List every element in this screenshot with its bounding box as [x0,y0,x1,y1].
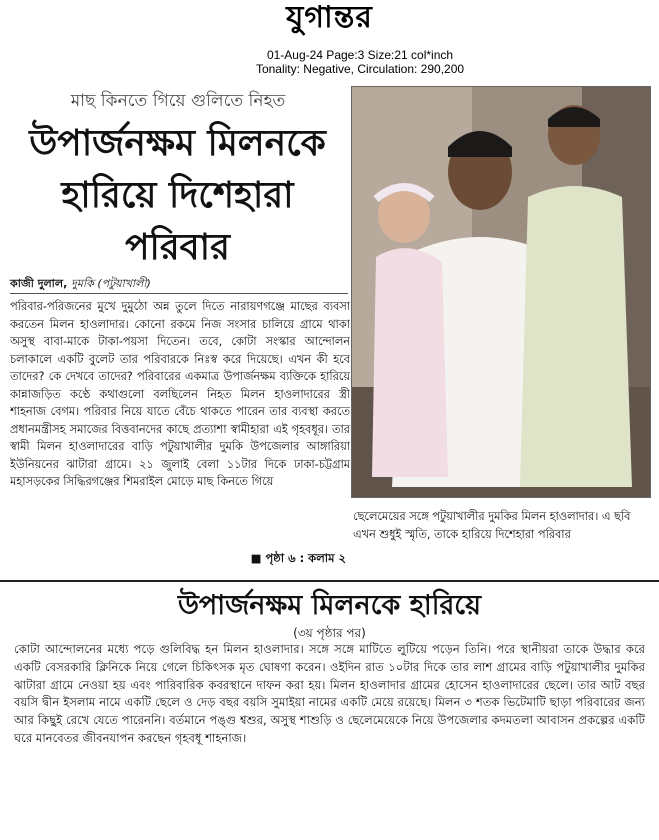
photo-illustration [352,87,650,497]
headline-line-1: উপার্জনক্ষম মিলনকে [29,123,326,164]
byline-name: কাজী দুলাল, [10,277,68,290]
continuation-body: কোটা আন্দোলনের মধ্যে পড়ে গুলিবিদ্ধ হন মিলন হাওলাদার। সঙ্গে সঙ্গে মাটিতে লুটিয়ে পড়েন তিনি। পরে স্থানীয়রা তাকে উদ্ধার করে একটি বেসরকারি ক্লিনিকে নিয়ে গেলে চিকিৎসক মৃত ঘোষণা করেন। ওইদিন রাত ১০টার দিকে তার লাশ গ্রামের বাড়ি পটুয়াখালীর দুমকির ঝাটারা গ্রামে নেওয়া হয় এবং পারিবারিক কবরস্থানে দাফন করা হয়। মিলন হাওলাদার গ্রামের হোসেন হাওলাদারের ছেলে। তার আট বছর বয়সি দ্বীন ইসলাম নামে একটি ছেলে ও দেড় বছর বয়সি সুমাইয়া নামের একটি মেয়ে রয়েছে। মিলন ৩ শতক ভিটেমাটি ছাড়া পরিবারের জন্য আর কিছুই রেখে যেতে পারেননি। বর্তমানে পঙ্গু শ্বশুর, অসুস্থ শাশুড়ি ও ছেলেমেয়েকে নিয়ে উপজেলার কদমতলা আবাসন প্রকল্পের একটি ঘরে মানবেতর জীবনযাপন করছেন গৃহবধূ শাহনাজ। [14,642,645,745]
headline-line-2: হারিয়ে দিশেহারা [61,175,294,216]
continuation-title: উপার্জনক্ষম মিলনকে হারিয়ে [177,590,482,621]
article-photo [351,86,651,498]
section-divider [0,580,659,582]
continue-marker: ■ পৃষ্ঠা ৬ : কলাম ২ [196,550,346,567]
byline-place: দুমকি (পটুয়াখালী) [71,277,151,290]
article-headline [10,118,345,274]
newspaper-logo: যুগান্তর [286,0,373,35]
clipping-meta [230,48,490,76]
photo-caption: ছেলেমেয়ের সঙ্গে পটুয়াখালীর দুমকির মিলন হাওলাদার। এ ছবি এখন শুধুই স্মৃতি, তাকে হারিয়ে দিশেহারা পরিবার [353,510,631,541]
clipping-tonality: Tonality: Negative, Circulation: 290,200 [255,62,465,76]
continuation-subtitle: (৩য় পৃষ্ঠার পর) [293,626,366,640]
headline-line-3: পরিবার [125,227,230,268]
article-kicker: মাছ কিনতে গিয়ে গুলিতে নিহত [70,91,286,111]
byline [10,276,350,292]
byline-rule [10,293,348,294]
article-body: পরিবার-পরিজনের মুখে দুমুঠো অন্ন তুলে দিতে নারায়ণগঞ্জে মাছের ব্যবসা করতেন মিলন হাওলাদার। কোনো রকমে নিজ সংসার চালিয়ে গ্রামে থাকা অসুস্থ বাবা-মাকে টাকা-পয়সা দিতেন। তবে, কোটা সংস্কার আন্দোলন চলাকালে একটি বুলেট তার পরিবারকে নিঃস্ব করে দিয়েছে। এখন কী হবে তাদের? কে দেখবে তাদের? পরিবারের একমাত্র উপার্জনক্ষম ব্যক্তিকে হারিয়ে কান্নাজড়িত কণ্ঠে কথাগুলো বলছিলেন নিহত মিলন হাওলাদারের স্ত্রী শাহনাজ বেগম। পরিবার নিয়ে যাতে বেঁচে থাকতে পারেন তার ব্যবস্থা করতে প্রধানমন্ত্রীসহ সমাজের বিত্তবানদের কাছে প্রত্যাশা স্বামীহারা এই গৃহবধূর। তার স্বামী মিলন হাওলাদারের বাড়ি পটুয়াখালীর দুমকি উপজেলার আঙ্গারিয়া ইউনিয়নের ঝাটারা গ্রামে। ২১ জুলাই বেলা ১১টার দিকে ঢাকা-চট্টগ্রাম মহাসড়কের সিদ্ধিরগঞ্জের শিমরাইল মোড়ে মাছ কিনতে গিয়ে [10,300,350,488]
clipping-date-size: 01-Aug-24 Page:3 Size:21 col*inch [266,48,454,62]
